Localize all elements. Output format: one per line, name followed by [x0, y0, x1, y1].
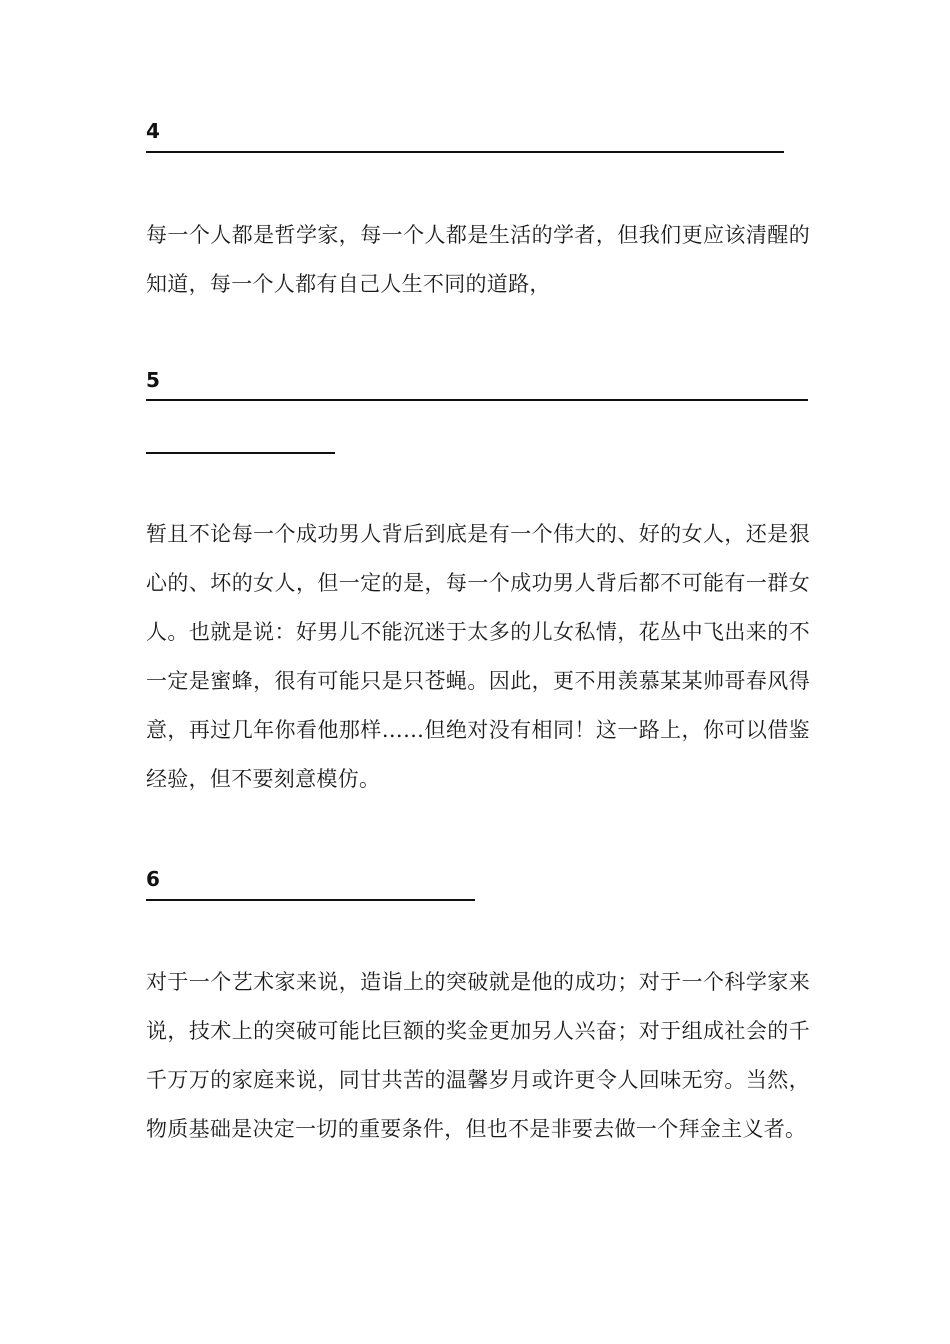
section-6-heading — [146, 867, 160, 891]
section-5-heading — [146, 368, 160, 392]
section-6-paragraph: 对于一个艺术家来说，造诣上的突破就是他的成功；对于一个科学家来说，技术上的突破可能比巨额的奖金更加另人兴奋；对于组成社会的千千万万的家庭来说，同甘共苦的温馨岁月或许更令人回味无穷。当然，物质基础是决定一切的重要条件，但也不是非要去做一个拜金主义者。 — [146, 970, 810, 1141]
section-4-paragraph: 每一个人都是哲学家，每一个人都是生活的学者，但我们更应该清醒的知道，每一个人都有自己人生不同的道路， — [146, 223, 810, 296]
heading-underline — [146, 899, 475, 901]
section-5-paragraph: 暂且不论每一个成功男人背后到底是有一个伟大的、好的女人，还是狠心的、坏的女人，但一定的是，每一个成功男人背后都不可能有一群女人。也就是说：好男儿不能沉迷于太多的儿女私情，花丛中飞出来的不一定是蜜蜂，很有可能只是只苍蝇。因此，更不用羡慕某某帅哥春风得意，再过几年你看他那样……但绝对没有相同！这一路上，你可以借鉴经验，但不要刻意模仿。 — [146, 522, 810, 791]
heading-underline — [146, 399, 808, 401]
section-4-heading — [146, 119, 160, 143]
section-number: 6 — [146, 867, 160, 891]
heading-underline — [146, 151, 784, 153]
heading-underline-line2 — [146, 452, 335, 454]
section-number: 4 — [146, 119, 160, 143]
section-number: 5 — [146, 368, 160, 392]
